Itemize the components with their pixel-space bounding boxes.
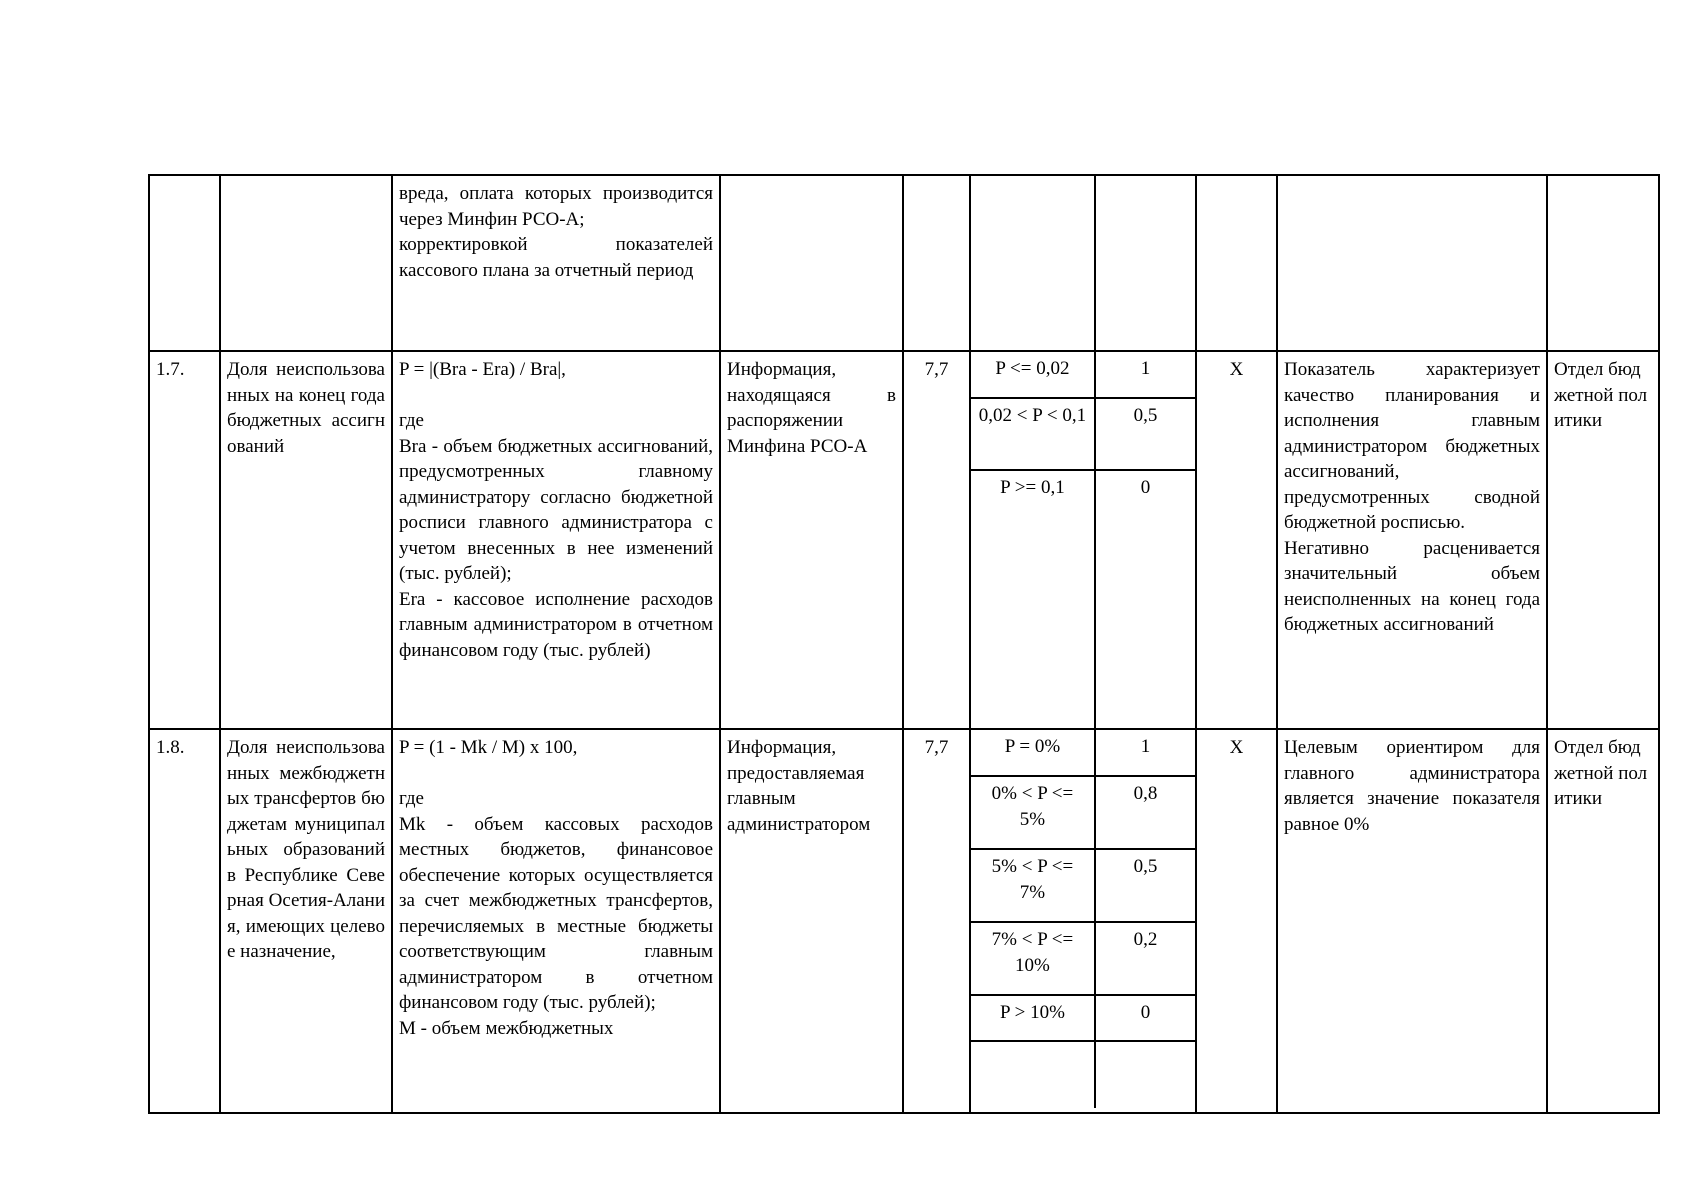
cell-weight: 7,7 [903,351,970,729]
cell-formula [392,351,720,729]
criteria-row [971,730,1195,776]
cell-num: 1.8. [149,729,220,1113]
cell-criteria-group [970,351,1196,729]
criteria-score-empty [1095,1041,1195,1108]
criteria-condition: P > 10% [971,995,1095,1041]
criteria-row [971,398,1195,470]
criteria-score: 0,2 [1095,922,1195,995]
cell-comment [1277,729,1547,1113]
criteria-condition: 0,02 < P < 0,1 [971,398,1095,470]
criteria-condition: P >= 0,1 [971,470,1095,728]
cell-num [149,175,220,351]
cell-source: Информация, предоставляемая главным администратором [720,729,903,1113]
formula-line: вреда, оплата которых производится через Минфин РСО-А; [399,183,713,230]
table-row [149,729,1659,1113]
criteria-score: 1 [1095,352,1195,398]
criteria-score: 0,8 [1095,776,1195,849]
criteria-condition-empty [971,1041,1095,1108]
cell-name: Доля неиспользованных на конец года бюджетных ассигнований [220,351,392,729]
cell-responsible: Отдел бюджетной политики [1547,351,1659,729]
criteria-score: 0,5 [1095,398,1195,470]
cell-score [1095,175,1196,351]
formula-line: где [399,788,424,809]
cell-name: Доля неиспользованных межбюджетных трансфертов бюджетам муниципальных образований в Республике Северная Осетия-Алания, имеющих целевое назначение, [220,729,392,1113]
cell-comment [1277,351,1547,729]
criteria-condition: P <= 0,02 [971,352,1095,398]
cell-x [1196,175,1277,351]
criteria-score: 1 [1095,730,1195,776]
cell-responsible [1547,175,1659,351]
cell-formula [392,175,720,351]
criteria-row [971,352,1195,398]
cell-x: X [1196,729,1277,1113]
criteria-score: 0 [1140,477,1151,498]
cell-formula [392,729,720,1113]
criteria-row [971,470,1195,728]
formula-line: где [399,410,424,431]
formula-line: Era - кассовое исполнение расходов главным администратором в отчетном финансовом году (тыс. рублей) [399,588,713,661]
formula-line: Bra - объем бюджетных ассигнований, предусмотренных главному администратору согласно бюджетной росписи главного администратора с учетом внесенных в нее изменений (тыс. рублей); [399,435,713,584]
table-row [149,351,1659,729]
cell-responsible: Отдел бюджетной политики [1547,729,1659,1113]
formula-line: M - объем межбюджетных [399,1017,614,1039]
table-row [149,175,1659,351]
formula-line: Mk - объем кассовых расходов местных бюджетов, финансовое обеспечение которых осуществляется за счет межбюджетных трансфертов, перечисляемых в местные бюджеты соответствующим главным администратором в отчетном финансовом году (тыс. рублей); [399,813,713,1013]
cell-criteria [970,175,1095,351]
cell-weight: 7,7 [903,729,970,1113]
cell-x: X [1196,351,1277,729]
cell-name [220,175,392,351]
cell-source [720,175,903,351]
criteria-row [971,849,1195,922]
criteria-condition: P = 0% [971,730,1095,776]
formula-line: P = |(Bra - Era) / Bra|, [399,359,566,380]
criteria-table [971,730,1195,1108]
cell-num: 1.7. [149,351,220,729]
formula-line: корректировкой показателей кассового плана за отчетный период [399,234,713,281]
formula-line: P = (1 - Mk / M) x 100, [399,737,578,758]
criteria-row [971,922,1195,995]
criteria-condition: 5% < P <= 7% [971,849,1095,922]
cell-source: Информация, находящаяся в распоряжении Минфина РСО-А [720,351,903,729]
indicators-table [148,174,1660,1114]
criteria-row [971,1041,1195,1108]
document-page [148,174,1658,1112]
criteria-table [971,352,1195,728]
formula-line [399,383,713,409]
comment-line: Негативно расценивается значительный объем неисполненных на конец года бюджетных ассигнований [1284,537,1540,635]
comment-line: Целевым ориентиром для главного администратора является значение показателя равное 0% [1284,737,1540,835]
comment-line: Показатель характеризует качество планирования и исполнения главным администратором бюджетных ассигнований, предусмотренных сводной бюджетной росписью. [1284,359,1540,533]
formula-line [399,761,713,787]
criteria-condition: 7% < P <= 10% [971,922,1095,995]
cell-weight [903,175,970,351]
criteria-row [971,995,1195,1041]
cell-comment [1277,175,1547,351]
cell-criteria-group [970,729,1196,1113]
criteria-row [971,776,1195,849]
criteria-score: 0 [1095,995,1195,1041]
criteria-condition: 0% < P <= 5% [971,776,1095,849]
criteria-score: 0,5 [1095,849,1195,922]
